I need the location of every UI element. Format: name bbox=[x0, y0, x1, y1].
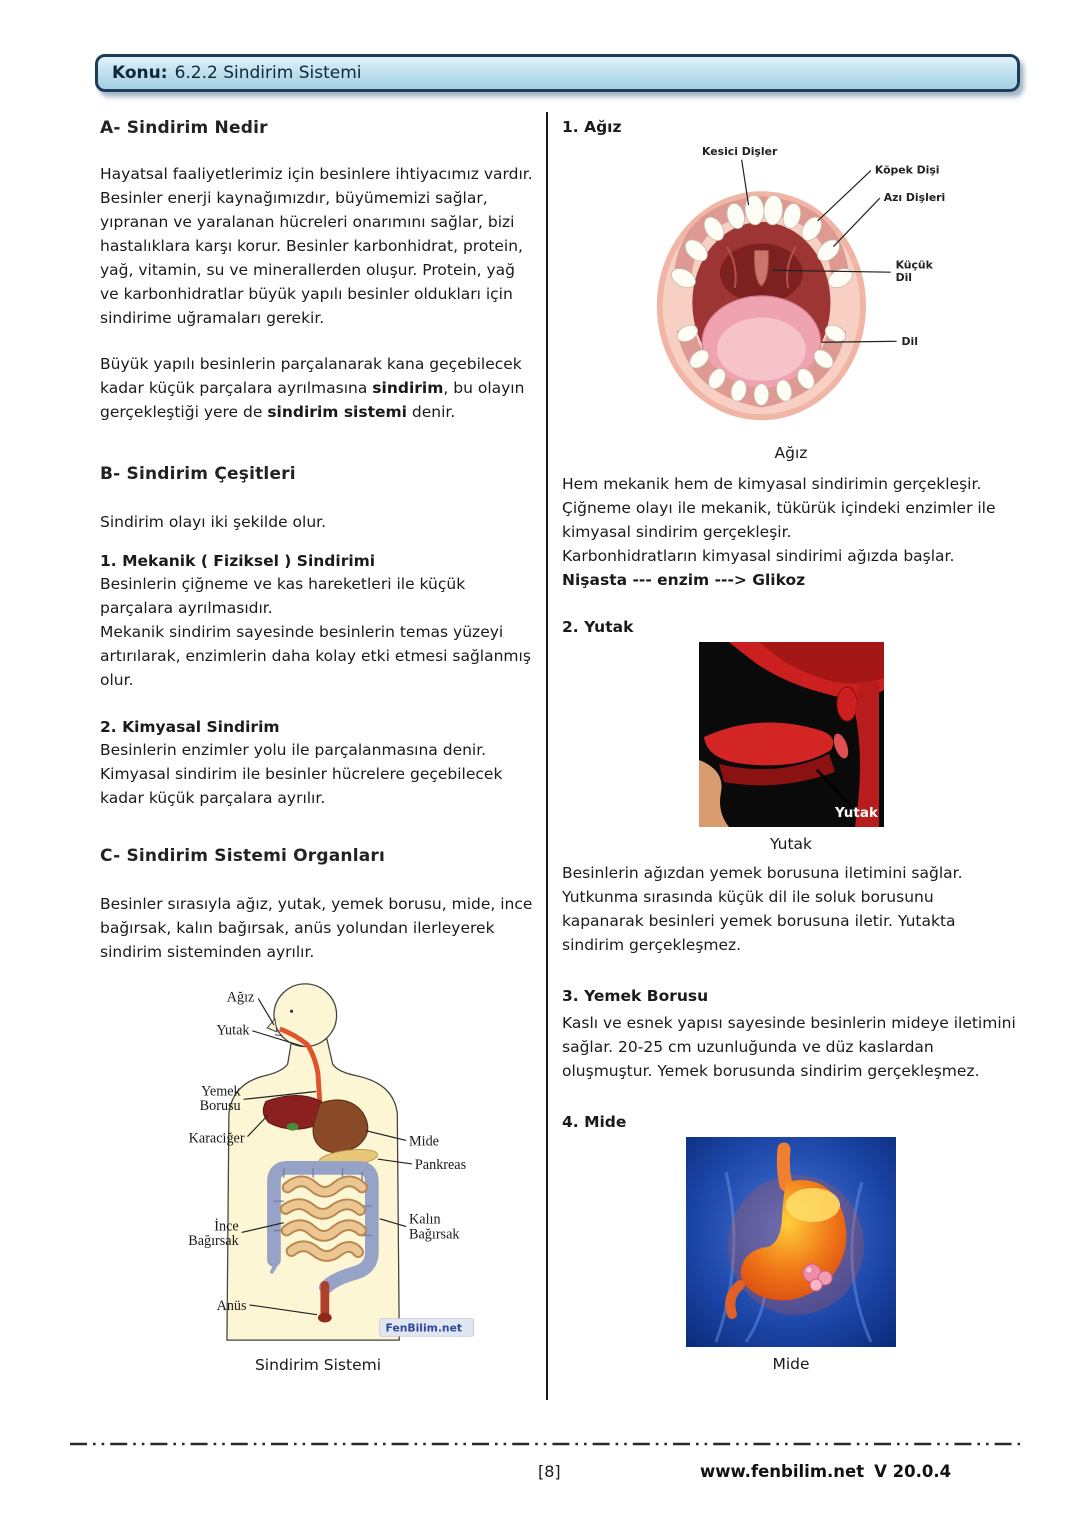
p2-bold-sindirim: sindirim bbox=[372, 379, 444, 398]
label-kalin-bagirsak-1: Kalın bbox=[409, 1212, 441, 1229]
label-kucuk-dil-2: Dil bbox=[895, 271, 913, 285]
label-pankreas: Pankreas bbox=[414, 1157, 467, 1174]
esophagus-paragraph: Kaslı ve esnek yapısı sayesinde besinlerin mideye iletimini sağlar. 20-25 cm uzunluğunda ve düz kaslardan oluşmuştur. Yemek borusunda sindirim gerçekleşmez. bbox=[562, 1014, 1016, 1081]
mouth-art bbox=[657, 191, 866, 420]
footer-version: V 20.0.4 bbox=[874, 1462, 952, 1481]
stomach-figure-caption: Mide bbox=[772, 1355, 810, 1374]
footer-site-info bbox=[700, 1462, 951, 1481]
esophagus-section-title: 3. Yemek Borusu bbox=[562, 987, 709, 1006]
section-b-intro: Sindirim olayı iki şekilde olur. bbox=[100, 513, 327, 532]
stomach-figure bbox=[562, 1137, 1020, 1373]
label-ince-bagirsak-1: İnce bbox=[214, 1218, 239, 1235]
section-a-title: A- Sindirim Nedir bbox=[100, 118, 268, 138]
section-a-paragraph-1: Hayatsal faaliyetlerimiz için besinlere ihtiyacımız vardır. Besinler enerji kaynağımızdır, büyümemizi sağlar, yıpranan ve yaralanan hücreleri onarımını sağlar, bizi hastalıklara karşı korur. Besinler karbonhidrat, protein, yağ, vitamin, su ve minerallerden oluşur. Protein, yağ ve karbonhidratlar büyük yapılı besinler oldukları için sindirime uğramaları gerekir. bbox=[100, 165, 533, 328]
section-b-title: B- Sindirim Çeşitleri bbox=[100, 464, 296, 485]
label-kucuk-dil-1: Küçük bbox=[895, 258, 933, 272]
mechanical-digestion-title: 1. Mekanik ( Fiziksel ) Sindirimi bbox=[100, 552, 376, 571]
p2-text-3: denir. bbox=[406, 403, 456, 422]
mouth-illustration bbox=[626, 140, 956, 436]
footer-separator-line bbox=[70, 1438, 1020, 1450]
label-azi-disleri: Azı Dişleri bbox=[883, 191, 946, 205]
column-divider bbox=[546, 112, 548, 1400]
section-c-title: C- Sindirim Sistemi Organları bbox=[100, 846, 386, 867]
pharynx-figure bbox=[562, 642, 1020, 853]
chemical-digestion-title: 2. Kimyasal Sindirim bbox=[100, 718, 280, 737]
p2-bold-sindirim-sistemi: sindirim sistemi bbox=[267, 403, 407, 422]
p2-text-1: Büyük yapılı besinlerin parçalanarak kana geçebilecek kadar küçük parçalara ayrılmasına bbox=[100, 355, 522, 398]
mouth-section-title: 1. Ağız bbox=[562, 118, 622, 136]
label-dil: Dil bbox=[901, 335, 918, 349]
pharynx-section-title: 2. Yutak bbox=[562, 618, 634, 637]
stomach-section-title: 4. Mide bbox=[562, 1113, 627, 1132]
pharynx-illustration bbox=[699, 642, 884, 827]
chemical-digestion-paragraph-2: Kimyasal sindirim ile besinler hücrelere geçebilecek kadar küçük parçalara ayrılır. bbox=[100, 765, 503, 808]
pharynx-paragraph: Besinlerin ağızdan yemek borusuna iletimini sağlar. Yutkunma sırasında küçük dil ile soluk borusunu kapanarak besinleri yemek borusuna iletir. Yutakta sindirim gerçekleşmez. bbox=[562, 864, 963, 955]
label-kesici-disler: Kesici Dişler bbox=[702, 144, 778, 158]
topic-header-bar bbox=[95, 54, 1020, 92]
label-yemek-borusu-1: Yemek bbox=[201, 1083, 241, 1100]
pharynx-figure-caption: Yutak bbox=[769, 835, 813, 854]
label-anus: Anüs bbox=[216, 1298, 247, 1315]
starch-enzyme-formula: Nişasta --- enzim ---> Glikoz bbox=[562, 571, 806, 590]
mouth-paragraph-1: Hem mekanik hem de kimyasal sindirimin gerçekleşir. Çiğneme olayı ile mekanik, tükürük içindeki enzimler ile kimyasal sindirim gerçekleşir. bbox=[562, 475, 996, 542]
fenbilim-watermark bbox=[380, 1319, 474, 1337]
section-c-paragraph-1: Besinler sırasıyla ağız, yutak, yemek borusu, mide, ince bağırsak, kalın bağırsak, anüs yolundan ilerleyerek sindirim sisteminden ayrılır. bbox=[100, 895, 533, 962]
mechanical-digestion-paragraph-1: Besinlerin çiğneme ve kas hareketleri ile küçük parçalara ayrılmasıdır. bbox=[100, 575, 466, 618]
digestive-system-figure bbox=[100, 976, 536, 1374]
stomach-illustration bbox=[686, 1137, 896, 1347]
label-agiz: Ağız bbox=[226, 989, 255, 1006]
label-ince-bagirsak-2: Bağırsak bbox=[188, 1233, 239, 1250]
label-karaciger: Karaciğer bbox=[188, 1130, 245, 1147]
footer-site-url: www.fenbilim.net bbox=[700, 1462, 865, 1481]
page-number: [8] bbox=[538, 1462, 561, 1481]
mechanical-digestion-paragraph-2: Mekanik sindirim sayesinde besinlerin temas yüzeyi artırılarak, enzimlerin daha kolay etki etmesi sağlanmış olur. bbox=[100, 623, 531, 690]
p2-text-2: , bu olayın gerçekleştiği yere de bbox=[100, 379, 525, 422]
topic-label: Konu: bbox=[112, 63, 168, 83]
label-mide: Mide bbox=[409, 1133, 439, 1150]
section-a-paragraph-2 bbox=[100, 352, 536, 424]
topic-title: 6.2.2 Sindirim Sistemi bbox=[174, 63, 362, 83]
left-column bbox=[100, 108, 536, 1374]
right-column bbox=[562, 108, 1020, 1373]
chemical-digestion-paragraph-1: Besinlerin enzimler yolu ile parçalanmasına denir. bbox=[100, 741, 487, 760]
label-yemek-borusu-2: Borusu bbox=[199, 1098, 241, 1115]
label-yutak: Yutak bbox=[216, 1023, 250, 1040]
svg-text:FenBilim.net: FenBilim.net bbox=[385, 1321, 463, 1335]
label-kopek-disi: Köpek Dişi bbox=[874, 163, 940, 177]
digestive-system-illustration bbox=[153, 976, 483, 1348]
digestive-figure-caption: Sindirim Sistemi bbox=[254, 1356, 382, 1375]
label-kalin-bagirsak-2: Bağırsak bbox=[409, 1226, 460, 1243]
mouth-paragraph-2: Karbonhidratların kimyasal sindirimi ağızda başlar. bbox=[562, 547, 955, 566]
mouth-figure bbox=[562, 140, 1020, 462]
mouth-figure-caption: Ağız bbox=[774, 444, 808, 462]
pharynx-inner-label: Yutak bbox=[834, 805, 878, 822]
